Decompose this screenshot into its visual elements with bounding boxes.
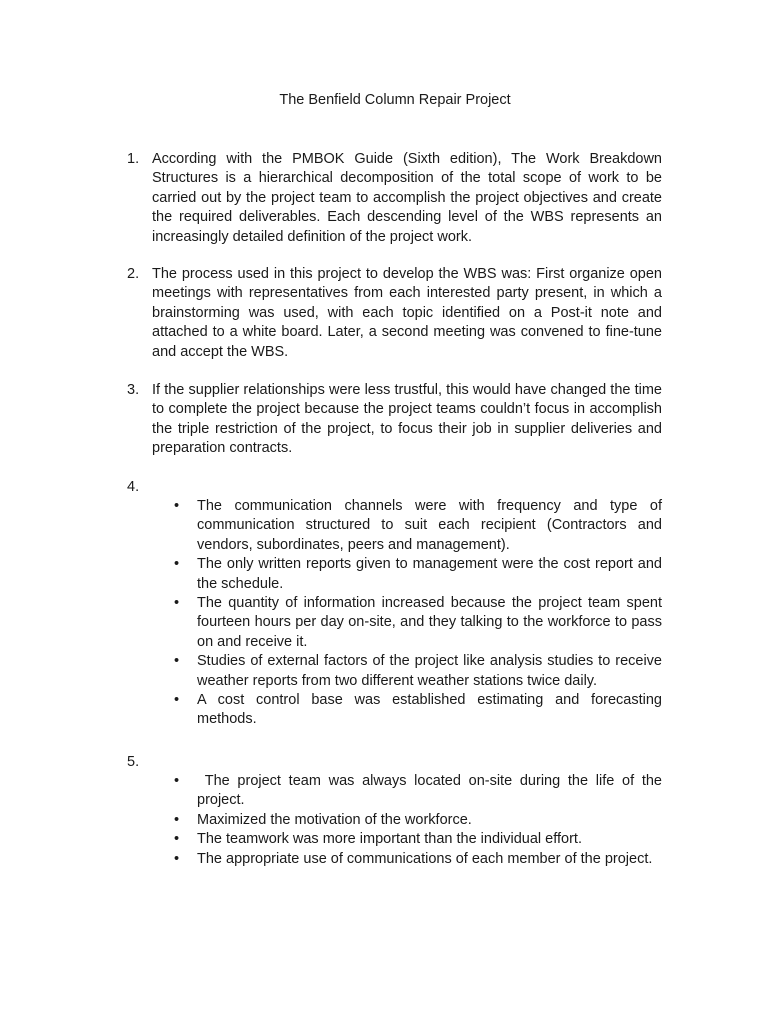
bullet-item: [174, 772, 667, 811]
bullet-item: [174, 555, 662, 594]
bullet-text: Studies of external factors of the project like analysis studies to receive weather reports from two different weather stations twice daily.: [197, 653, 662, 689]
bullet-item: [174, 811, 662, 830]
bullet-icon: •: [174, 653, 180, 670]
bullet-text: The quantity of information increased because the project team spent fourteen hours per day on-site, and they talking to the workforce to pass on and receive it.: [197, 595, 662, 650]
bullet-text: The only written reports given to management were the cost report and the schedule.: [197, 556, 662, 592]
item-number: 4.: [127, 479, 140, 495]
list-item-3: [127, 381, 662, 459]
bullet-icon: •: [174, 831, 180, 848]
bullet-item: [174, 497, 662, 555]
bullet-text: A cost control base was established estimating and forecasting methods.: [197, 692, 662, 728]
bullet-text: The appropriate use of communications of each member of the project.: [197, 850, 653, 867]
list-item-1: [127, 150, 662, 247]
item-number: 2.: [127, 266, 140, 282]
bullet-icon: •: [174, 595, 180, 612]
bullet-text: Maximized the motivation of the workforce.: [197, 811, 472, 828]
bullet-item: [174, 652, 662, 691]
bullet-list-4: [174, 497, 662, 730]
bullet-item: [174, 691, 662, 730]
bullet-text: The communication channels were with frequency and type of communication structured to suit each recipient (Contractors and vendors, subordinates, peers and management).: [197, 498, 662, 553]
bullet-icon: •: [174, 811, 180, 828]
item-text: According with the PMBOK Guide (Sixth edition), The Work Breakdown Structures is a hierarchical decomposition of the total scope of work to be carried out by the project team to accomplish the project objectives and create the required deliverables. Each descending level of the WBS represents an increasingly detailed definition of the project work.: [152, 151, 662, 245]
document-title: The Benfield Column Repair Project: [279, 92, 511, 108]
bullet-text: The project team was always located on-site during the life of the project.: [197, 773, 667, 809]
item-text: If the supplier relationships were less trustful, this would have changed the time to complete the project because the project teams couldn’t focus in accomplish the triple restriction of the project, to focus their job in supplier deliveries and preparation contracts.: [152, 382, 662, 457]
bullet-text: The teamwork was more important than the individual effort.: [197, 831, 582, 848]
bullet-item: [174, 830, 662, 849]
item-number: 1.: [127, 151, 140, 167]
item-number: 3.: [127, 382, 140, 398]
bullet-icon: •: [174, 556, 180, 573]
bullet-icon: •: [174, 692, 180, 709]
bullet-icon: •: [174, 850, 180, 867]
list-item-2: [127, 265, 662, 362]
bullet-list-5: [174, 772, 667, 869]
bullet-item: [174, 594, 662, 652]
bullet-item: [174, 850, 662, 869]
bullet-icon: •: [174, 773, 180, 789]
item-number: 5.: [127, 754, 140, 770]
item-text: The process used in this project to develop the WBS was: First organize open meetings with representatives from each interested party present, in which a brainstorming was used, with each topic identified on a Post-it note and attached to a white board. Later, a second meeting was convened to fine-tune and accept the WBS.: [152, 266, 662, 360]
bullet-icon: •: [174, 498, 180, 514]
